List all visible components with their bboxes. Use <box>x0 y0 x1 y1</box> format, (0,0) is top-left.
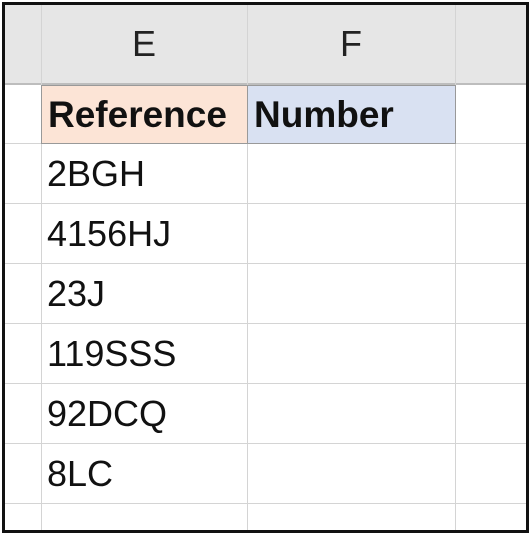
column-header-f[interactable]: F <box>340 23 362 64</box>
cell-reference[interactable]: 8LC <box>47 452 114 494</box>
cell-number[interactable] <box>248 324 455 383</box>
cell-reference[interactable]: 119SSS <box>47 332 177 374</box>
cell-reference[interactable]: 23J <box>47 272 106 314</box>
spreadsheet-frame <box>2 2 529 533</box>
cell-reference[interactable]: 4156HJ <box>47 212 172 254</box>
column-header-e[interactable]: E <box>131 23 156 64</box>
cell-reference[interactable]: 92DCQ <box>47 392 168 434</box>
cell-reference[interactable]: 2BGH <box>47 152 146 194</box>
cell-number-header[interactable]: Number <box>248 85 456 144</box>
cell-number[interactable] <box>248 204 455 263</box>
spreadsheet-grid <box>5 5 526 530</box>
cell-number[interactable] <box>248 384 455 443</box>
gridline-horizontal <box>5 503 526 504</box>
cell-reference-header[interactable]: Reference <box>41 85 248 144</box>
cell-number[interactable] <box>248 264 455 323</box>
cell-number[interactable] <box>248 444 455 503</box>
gridline-vertical <box>455 5 456 530</box>
cell-number[interactable] <box>248 144 455 203</box>
